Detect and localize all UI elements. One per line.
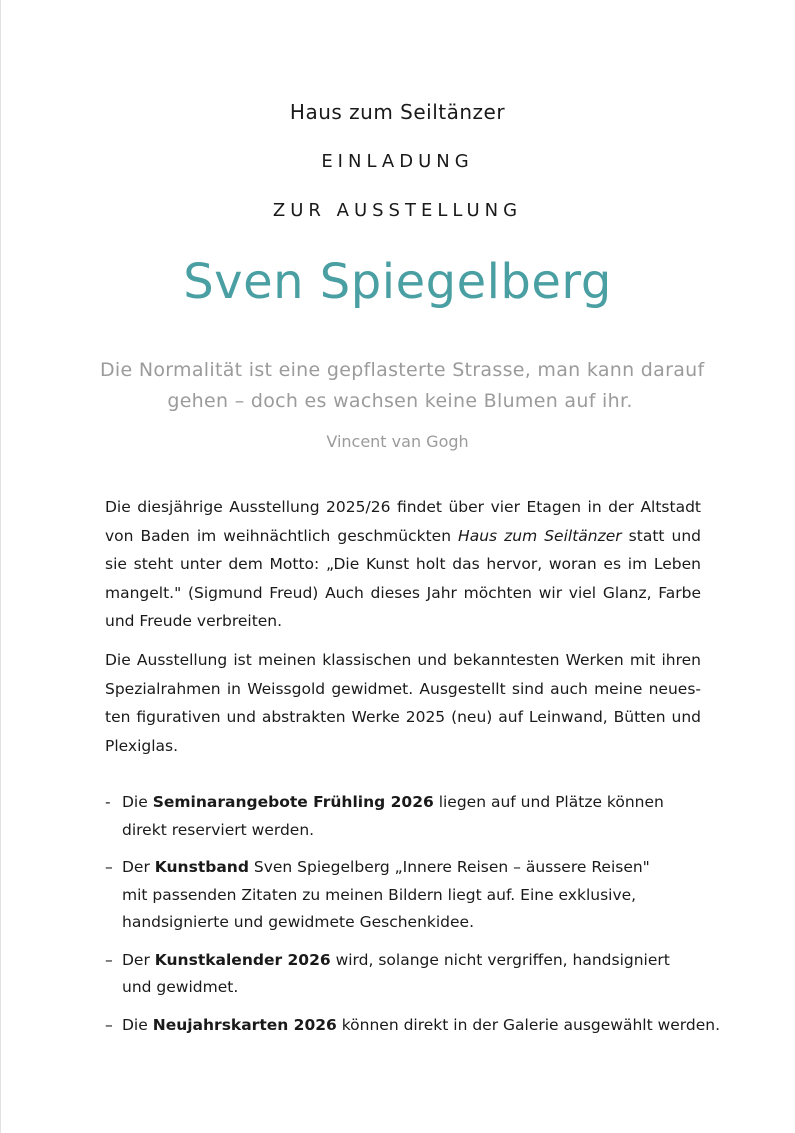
quote-line: Die Normalität ist eine gepflasterte Strasse, man kann darauf: [100, 359, 705, 381]
works-paragraph: [105, 646, 701, 760]
item-line: [122, 1012, 721, 1040]
invitation-heading: EINLADUNG: [321, 151, 474, 172]
item-line: [122, 789, 705, 817]
artist-name: Sven Spiegelberg: [183, 254, 612, 310]
book-highlight: Kunstband: [154, 858, 249, 876]
calendar-highlight: Kunstkalender 2026: [154, 950, 331, 969]
text-line: Plexiglas.: [105, 736, 179, 755]
quote-line: gehen – doch es wachsen keine Blumen auf ihr.: [167, 390, 633, 412]
list-dash: –: [105, 858, 113, 876]
text-line: mangelt." (Sigmund Freud) Auch dieses Jahr möchten wir viel Glanz, Farbe: [105, 583, 701, 602]
text-line: Die diesjährige Ausstellung 2025/26 findet über vier Etagen in der Altstadt: [105, 498, 701, 516]
venue-name: Haus zum Seiltänzer: [289, 100, 506, 124]
item-line: mit passenden Zitaten zu meinen Bildern liegt auf. Eine exklusive,: [122, 885, 637, 904]
venue-italic: Haus zum Seiltänzer: [458, 526, 622, 545]
text-line: und Freude verbreiten.: [105, 612, 283, 630]
intro-paragraph: [105, 493, 701, 636]
quote: [100, 355, 705, 417]
text-line: Spezialrahmen in Weissgold gewidmet. Ausgestellt sind auch meine neues-: [105, 679, 701, 698]
text-line: sie steht unter dem Motto: „Die Kunst holt das hervor, woran es im Leben: [105, 555, 701, 573]
text-line: [105, 522, 701, 551]
text-segment: statt und: [621, 526, 701, 545]
quote-author: Vincent van Gogh: [326, 432, 469, 451]
list-item: [105, 789, 705, 844]
list-item: [105, 947, 705, 1002]
list-dash: -: [105, 793, 111, 811]
text-line: Die Ausstellung ist meinen klassischen und bekanntesten Werken mit ihren: [105, 651, 701, 669]
text-segment: von Baden im weihnächtlich geschmückten: [105, 526, 459, 545]
list-dash: –: [105, 1015, 113, 1034]
text-segment: liegen auf und Plätze können: [433, 793, 664, 811]
item-line: und gewidmet.: [122, 978, 239, 996]
item-line: direkt reserviert werden.: [122, 820, 315, 839]
seminar-highlight: Seminarangebote Frühling 2026: [152, 793, 434, 811]
cards-highlight: Neujahrskarten 2026: [152, 1015, 337, 1034]
list-dash: –: [105, 950, 113, 969]
text-segment: können direkt in der Galerie ausgewählt werden.: [336, 1015, 721, 1034]
offer-list: [105, 789, 721, 1049]
text-segment: Der: [122, 858, 155, 876]
item-line: [122, 947, 705, 975]
text-segment: wird, solange nicht vergriffen, handsigniert: [330, 950, 670, 969]
list-item: [105, 854, 705, 937]
list-item: [105, 1012, 721, 1040]
item-line: handsignierte und gewidmete Geschenkidee.: [122, 913, 475, 931]
text-line: ten figurativen und abstrakten Werke 2025 (neu) auf Leinwand, Bütten und: [105, 708, 701, 726]
text-segment: Sven Spiegelberg „Innere Reisen – äussere Reisen": [248, 858, 650, 876]
exhibition-heading: ZUR AUSSTELLUNG: [272, 200, 523, 221]
text-segment: Der: [122, 950, 155, 969]
item-line: [122, 854, 705, 882]
text-segment: Die: [122, 1015, 153, 1034]
text-segment: Die: [122, 793, 153, 811]
